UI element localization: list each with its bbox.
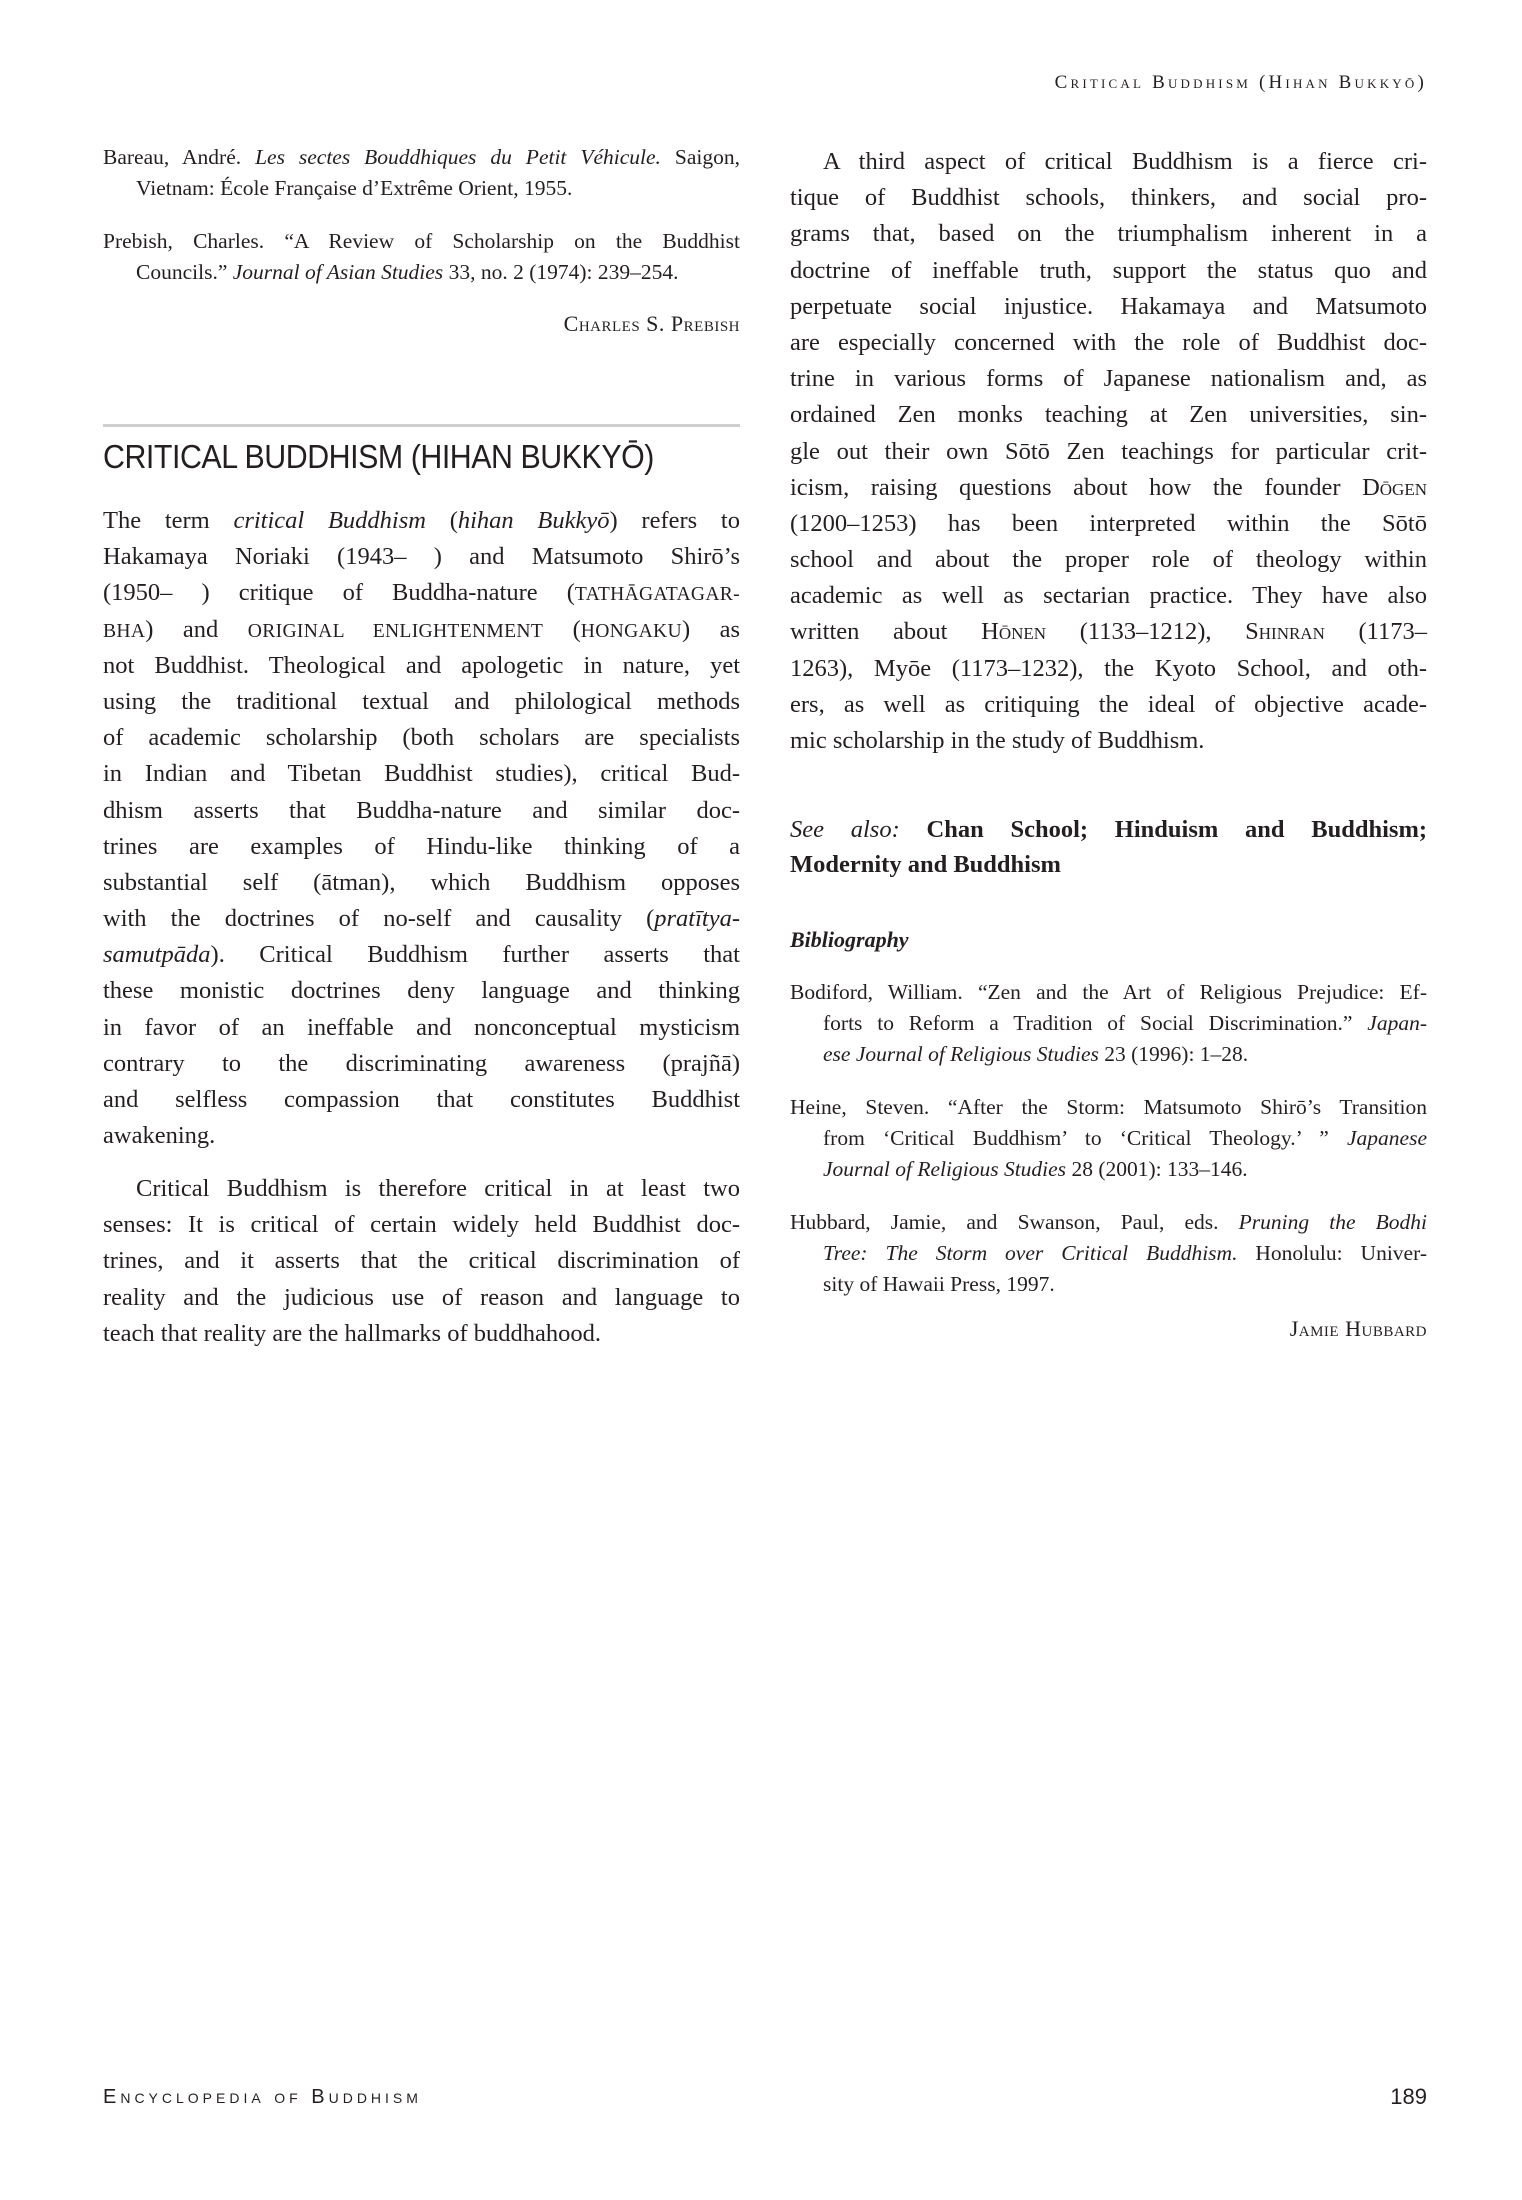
- paragraph-line: [103, 865, 740, 901]
- text-span: from ‘Critical Buddhism’ to ‘Critical Theology.’ ”: [823, 1126, 1347, 1150]
- text-span: trine in various forms of Japanese nationalism and, as: [790, 365, 1427, 393]
- paragraph-line: [103, 720, 740, 756]
- paragraph-line: [790, 687, 1427, 723]
- text-span: Japanese: [1347, 1126, 1427, 1150]
- previous-entry-author: Charles S. Prebish: [563, 311, 740, 336]
- previous-entry-bibliography: [103, 142, 740, 310]
- text-span: written about: [790, 618, 982, 646]
- text-span: Heine, Steven. “After the Storm: Matsumoto Shirō’s Transition: [790, 1095, 1427, 1119]
- bibliography-entry: [790, 977, 1427, 1070]
- text-span: pratītya-: [654, 905, 740, 933]
- text-span: HONGAKU: [580, 620, 682, 642]
- paragraph-line: [103, 1243, 740, 1279]
- text-span: Japan-: [1367, 1011, 1427, 1035]
- paragraph-line: [790, 325, 1427, 361]
- paragraph-line: [790, 144, 1427, 180]
- text-span: sity of Hawaii Press, 1997.: [823, 1272, 1055, 1296]
- text-span: 23 (1996): 1–28.: [1098, 1042, 1249, 1066]
- text-span: (1200–1253) has been interpreted within the Sōtō: [790, 509, 1427, 537]
- text-span: (1133–1212),: [1046, 618, 1246, 646]
- bibliography-list: [790, 977, 1427, 1322]
- text-span: not Buddhist. Theological and apologetic in nature, yet: [103, 651, 740, 679]
- bibliography-line: [790, 1238, 1427, 1269]
- text-span: reality and the judicious use of reason and language to: [103, 1283, 740, 1311]
- paragraph-line: [790, 180, 1427, 216]
- text-span: Councils.”: [136, 260, 233, 284]
- text-span: grams that, based on the triumphalism inherent in a: [790, 220, 1427, 248]
- text-span: (: [543, 615, 581, 643]
- text-span: Hakamaya Noriaki (1943– ) and Matsumoto Shirō’s: [103, 543, 740, 571]
- text-span: ) refers to: [609, 507, 740, 534]
- text-span: trines are examples of Hindu-like thinking of a: [103, 832, 740, 860]
- bibliography-entry: [103, 226, 740, 288]
- text-span: mic scholarship in the study of Buddhism.: [790, 727, 1205, 754]
- text-span: hihan Bukkyō: [457, 507, 610, 534]
- paragraph-line: [103, 503, 740, 539]
- bibliography-line: [790, 1008, 1427, 1039]
- text-span: ORIGINAL ENLIGHTENMENT: [247, 620, 544, 642]
- text-span: Hubbard, Jamie, and Swanson, Paul, eds.: [790, 1210, 1239, 1234]
- text-span: awakening.: [103, 1122, 216, 1150]
- text-span: Shinran: [1245, 618, 1325, 646]
- text-span: BHA: [103, 620, 146, 642]
- paragraph-line: [103, 829, 740, 865]
- text-span: Pruning the Bodhi: [1238, 1210, 1427, 1234]
- paragraph-line: [103, 756, 740, 792]
- text-span: The term: [103, 507, 234, 534]
- text-span: ese Journal of Religious Studies: [823, 1042, 1099, 1066]
- paragraph-line: [790, 289, 1427, 325]
- text-span: forts to Reform a Tradition of Social Discrimination.”: [823, 1011, 1368, 1035]
- text-span: using the traditional textual and philological methods: [103, 687, 740, 715]
- text-span: A third aspect of critical Buddhism is a fierce cri-: [823, 148, 1427, 175]
- paragraph-line: [790, 723, 1427, 759]
- bibliography-line: [103, 173, 740, 204]
- text-span: Critical Buddhism is therefore critical in at least two: [136, 1175, 740, 1202]
- bibliography-line: [790, 1207, 1427, 1238]
- page-number: 189: [1390, 2084, 1427, 2109]
- text-span: in Indian and Tibetan Buddhist studies), critical Bud-: [103, 760, 740, 788]
- text-span: (1950– ) critique of Buddha-nature (: [103, 579, 575, 607]
- text-span: Bareau, André.: [103, 145, 256, 169]
- text-span: Chan School; Hinduism and Buddhism;: [926, 816, 1428, 843]
- text-span: critical Buddhism: [233, 507, 426, 534]
- text-span: (1173–: [1324, 618, 1428, 646]
- text-span: Honolulu: Univer-: [1237, 1241, 1427, 1265]
- paragraph-line: [790, 506, 1427, 542]
- text-span: Hōnen: [981, 618, 1047, 646]
- text-span: Prebish, Charles. “A Review of Scholarship on the Buddhist: [103, 229, 740, 253]
- text-span: are especially concerned with the role of Buddhist doc-: [790, 328, 1427, 356]
- bibliography-line: [790, 977, 1427, 1008]
- bibliography-line: [103, 257, 740, 288]
- bibliography-entry: [103, 142, 740, 204]
- see-also: [790, 812, 1427, 882]
- text-span: and selfless compassion that constitutes Buddhist: [103, 1086, 740, 1113]
- paragraph-line: [103, 1046, 740, 1082]
- paragraph-line: [103, 539, 740, 575]
- paragraph-line: [790, 434, 1427, 470]
- paragraph-line: [103, 937, 740, 973]
- article-body-left-p1: [103, 503, 740, 1154]
- text-span: trines, and it asserts that the critical discrimination of: [103, 1247, 740, 1275]
- paragraph-line: [790, 614, 1427, 650]
- text-span: gle out their own Sōtō Zen teachings for particular crit-: [790, 437, 1427, 465]
- text-span: these monistic doctrines deny language and thinking: [103, 977, 740, 1005]
- text-span: school and about the proper role of theology within: [790, 546, 1427, 574]
- bibliography-line: [790, 1269, 1427, 1300]
- paragraph-line: [103, 1118, 740, 1154]
- paragraph-line: [790, 397, 1427, 433]
- paragraph-line: [790, 542, 1427, 578]
- text-span: ordained Zen monks teaching at Zen universities, sin-: [790, 401, 1427, 429]
- text-span: with the doctrines of no-self and causality (: [103, 905, 655, 933]
- paragraph-line: [790, 361, 1427, 397]
- text-span: substantial self (ātman), which Buddhism opposes: [103, 868, 740, 896]
- paragraph-line: [103, 1280, 740, 1316]
- text-span: Journal of Religious Studies: [823, 1157, 1067, 1181]
- bibliography-entry: [790, 1092, 1427, 1185]
- article-title: CRITICAL BUDDHISM (HIHAN BUKKYŌ): [103, 438, 654, 475]
- text-span: contrary to the discriminating awareness (prajñā): [103, 1049, 740, 1077]
- text-span: ers, as well as critiquing the ideal of objective acade-: [790, 690, 1427, 718]
- text-span: tique of Buddhist schools, thinkers, and social pro-: [790, 184, 1427, 212]
- bibliography-entry: [790, 1207, 1427, 1300]
- article-author: Jamie Hubbard: [1289, 1316, 1427, 1341]
- bibliography-line: [790, 1123, 1427, 1154]
- text-span: Tree: The Storm over Critical Buddhism.: [823, 1241, 1238, 1265]
- text-span: Saigon,: [660, 145, 740, 169]
- paragraph-line: [103, 1207, 740, 1243]
- text-span: TATHĀGATAGAR-: [574, 584, 740, 606]
- paragraph-line: [103, 1082, 740, 1118]
- bibliography-heading: Bibliography: [790, 927, 909, 952]
- text-span: in favor of an ineffable and nonconceptual mysticism: [103, 1013, 740, 1041]
- paragraph-line: [790, 651, 1427, 687]
- paragraph-line: [790, 470, 1427, 506]
- see-also-line: [790, 812, 1427, 847]
- text-span: teach that reality are the hallmarks of buddhahood.: [103, 1319, 601, 1347]
- text-span: ). Critical Buddhism further asserts that: [210, 941, 740, 969]
- bibliography-line: [790, 1039, 1427, 1070]
- text-span: Bodiford, William. “Zen and the Art of Religious Prejudice: Ef-: [790, 980, 1427, 1004]
- paragraph-line: [103, 1316, 740, 1352]
- paragraph-line: [790, 578, 1427, 614]
- paragraph-line: [103, 901, 740, 937]
- paragraph-line: [103, 575, 740, 611]
- text-span: (: [425, 507, 458, 534]
- text-span: Journal of Asian Studies: [232, 260, 444, 284]
- text-span: Vietnam: École Française d’Extrême Orient, 1955.: [136, 176, 573, 200]
- text-span: [900, 816, 927, 843]
- text-span: Modernity and Buddhism: [790, 851, 1061, 878]
- paragraph-line: [103, 1171, 740, 1207]
- paragraph-line: [103, 684, 740, 720]
- text-span: ) and: [145, 615, 248, 643]
- paragraph-line: [790, 253, 1427, 289]
- bibliography-line: [790, 1092, 1427, 1123]
- running-header: Critical Buddhism (Hihan Bukkyō): [1054, 72, 1427, 93]
- text-span: Les sectes Bouddhiques du Petit Véhicule.: [255, 145, 661, 169]
- text-span: 33, no. 2 (1974): 239–254.: [443, 260, 679, 284]
- bibliography-line: [103, 226, 740, 257]
- paragraph-line: [103, 648, 740, 684]
- text-span: perpetuate social injustice. Hakamaya and Matsumoto: [790, 292, 1427, 320]
- paragraph-line: [103, 973, 740, 1009]
- text-span: icism, raising questions about how the founder: [790, 473, 1363, 501]
- text-span: samutpāda: [103, 941, 211, 969]
- text-span: 1263), Myōe (1173–1232), the Kyoto School, and oth-: [790, 654, 1427, 682]
- article-body-left-p2: [103, 1171, 740, 1352]
- text-span: 28 (2001): 133–146.: [1066, 1157, 1248, 1181]
- text-span: doctrine of ineffable truth, support the status quo and: [790, 256, 1427, 284]
- text-span: dhism asserts that Buddha-nature and similar doc-: [103, 796, 740, 824]
- footer-book-title: Encyclopedia of Buddhism: [103, 2086, 422, 2108]
- paragraph-line: [790, 216, 1427, 252]
- section-divider: [103, 424, 740, 427]
- text-span: of academic scholarship (both scholars are specialists: [103, 724, 740, 752]
- text-span: academic as well as sectarian practice. They have also: [790, 582, 1427, 610]
- text-span: Dōgen: [1362, 473, 1427, 501]
- bibliography-line: [103, 142, 740, 173]
- paragraph-line: [103, 793, 740, 829]
- bibliography-line: [790, 1154, 1427, 1185]
- paragraph-line: [103, 1010, 740, 1046]
- text-span: senses: It is critical of certain widely held Buddhist doc-: [103, 1211, 740, 1239]
- article-body-right-p1: [790, 144, 1427, 759]
- text-span: ) as: [681, 615, 740, 643]
- see-also-line: [790, 847, 1427, 882]
- text-span: See also:: [790, 816, 900, 843]
- paragraph-line: [103, 612, 740, 648]
